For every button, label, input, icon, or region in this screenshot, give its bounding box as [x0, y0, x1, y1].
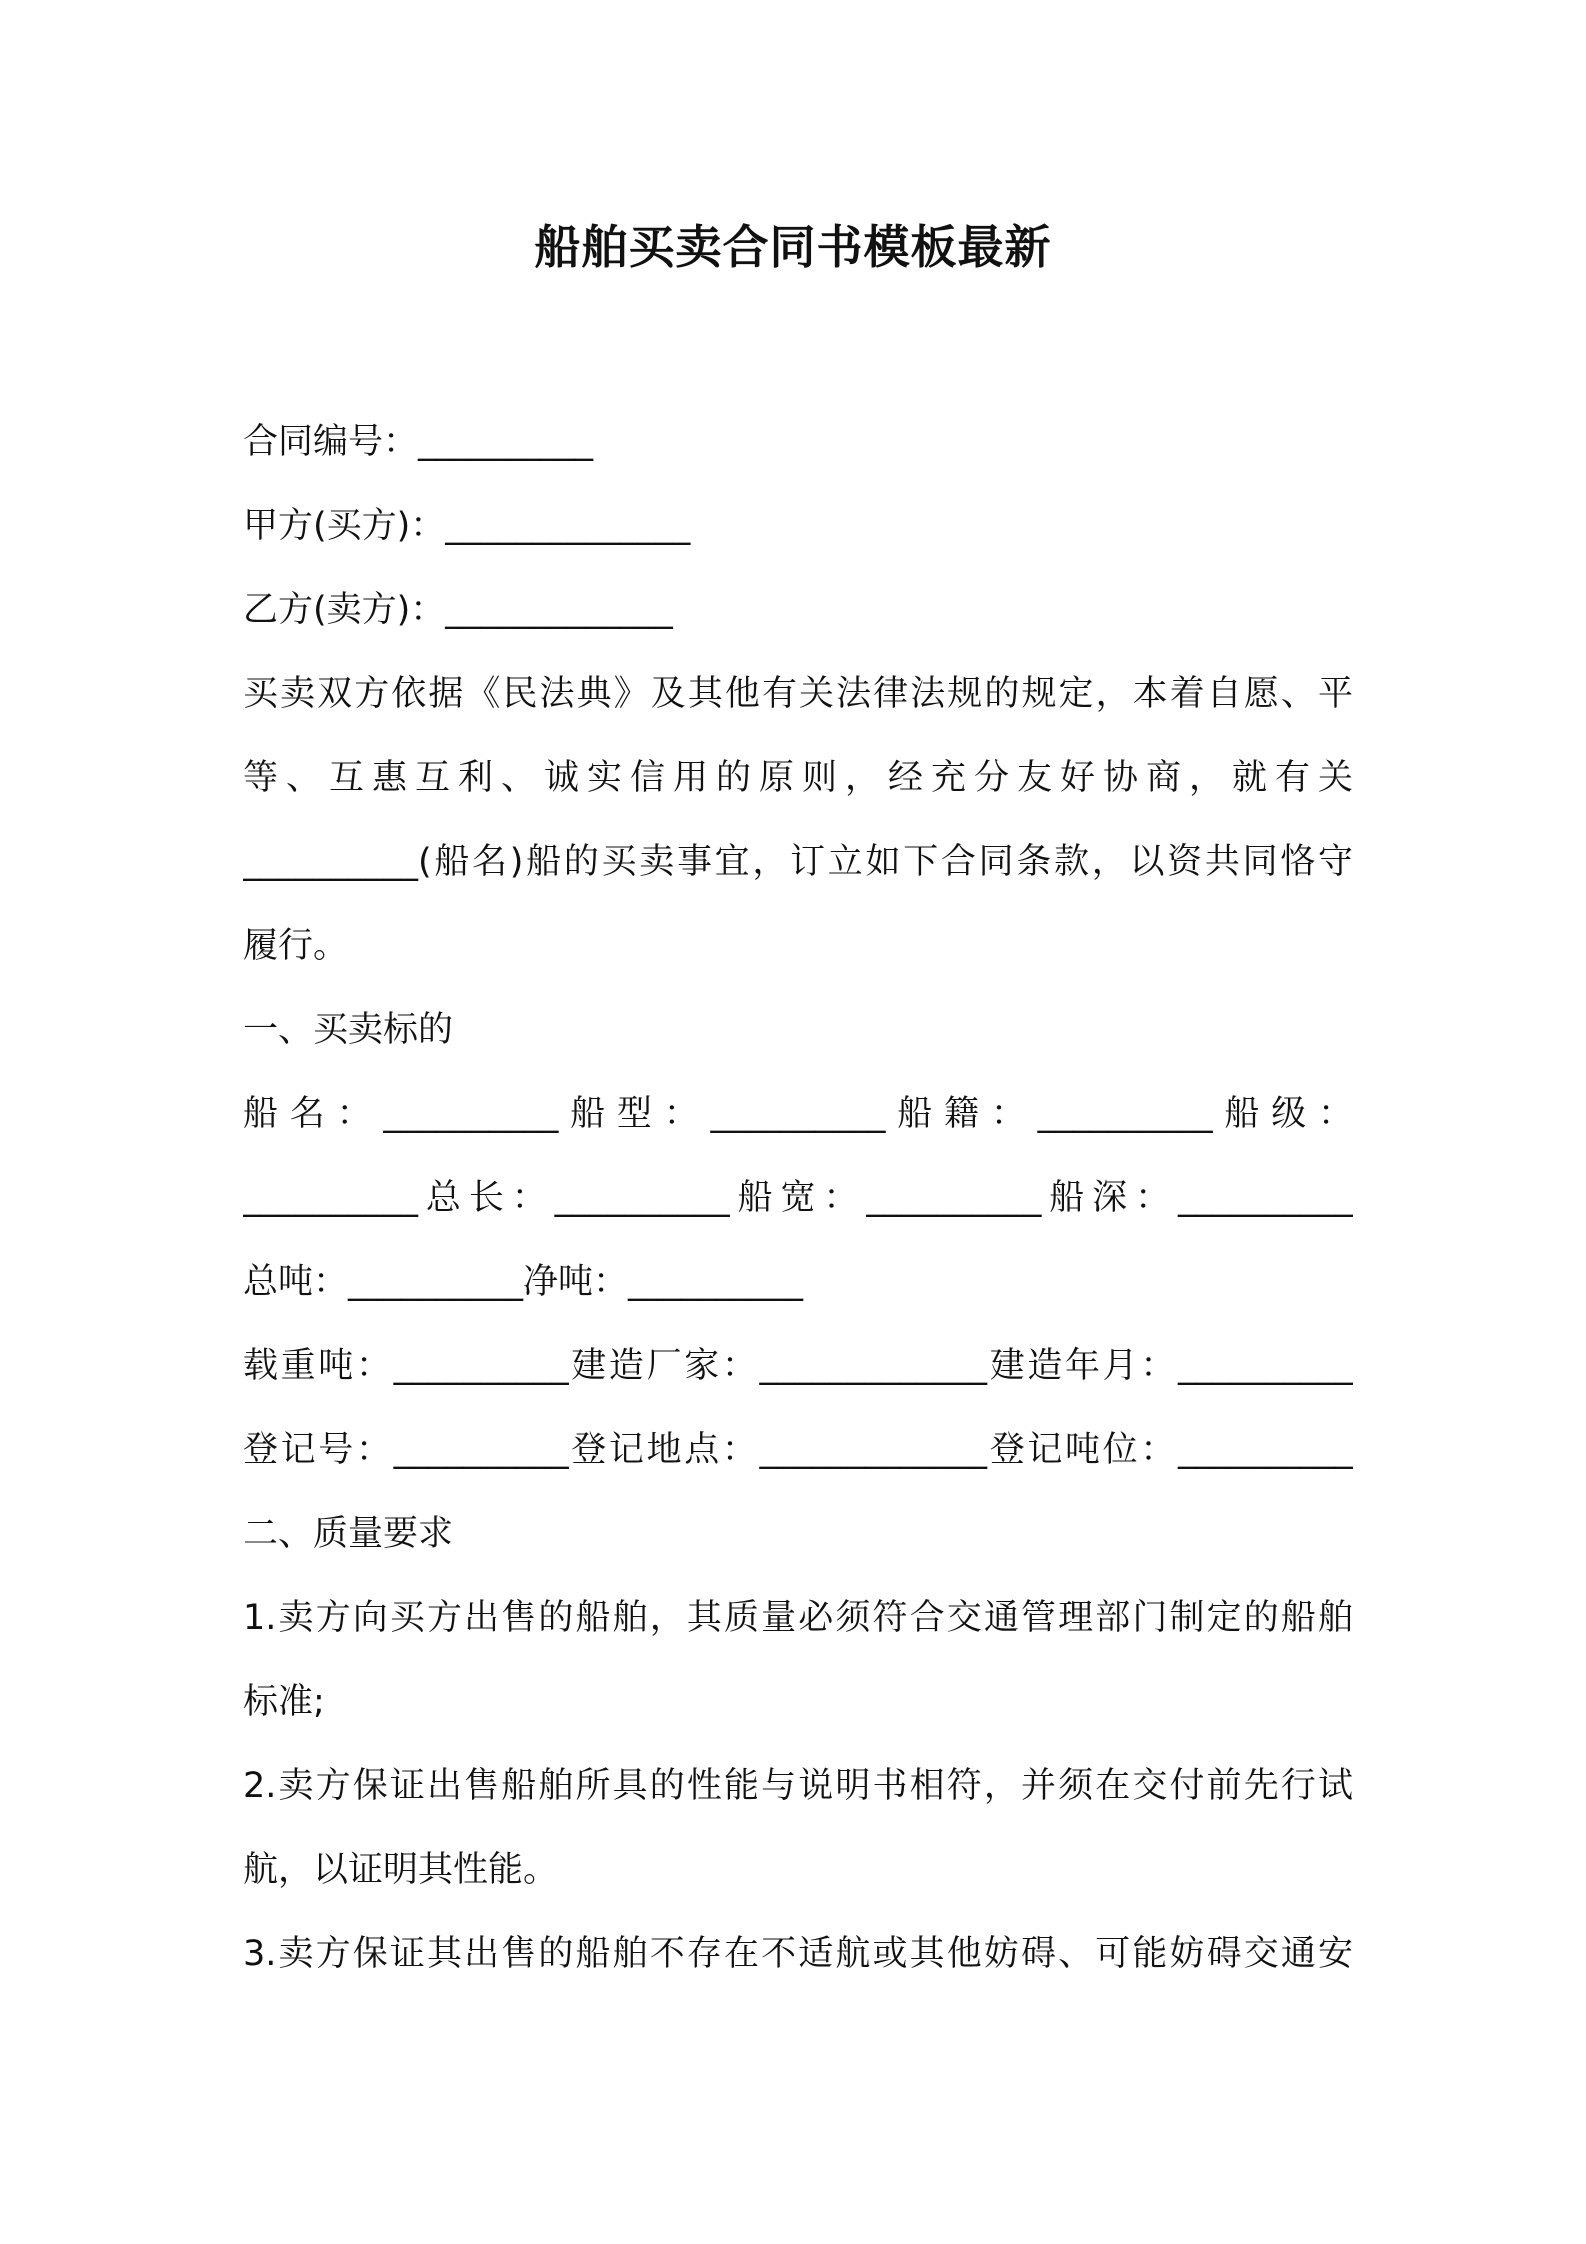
quality-item-1-line-2: 标准;	[243, 1682, 325, 1722]
preamble-line-2: 等、互惠互利、诚实信用的原则，经充分友好协商，就有关	[243, 758, 1353, 798]
party-b-line: 乙方(卖方)：_____________	[243, 590, 673, 630]
preamble-line-4: 履行。	[243, 926, 349, 966]
ship-info-line-4: 载重吨：__________建造厂家：_____________建造年月：__________	[243, 1346, 1353, 1386]
quality-item-1-line-1: 1.卖方向买方出售的船舶，其质量必须符合交通管理部门制定的船舶	[243, 1598, 1353, 1638]
ship-info-line-3: 总吨：__________净吨：__________	[243, 1262, 804, 1302]
party-a-line: 甲方(买方)：______________	[243, 506, 691, 546]
ship-info-line-1: 船名：__________船型：__________船籍：__________船级：	[243, 1094, 1353, 1134]
section-heading-1: 一、买卖标的	[243, 1010, 454, 1050]
quality-item-2-line-1: 2.卖方保证出售船舶所具的性能与说明书相符，并须在交付前先行试	[243, 1766, 1353, 1806]
quality-item-3-line-1: 3.卖方保证其出售的船舶不存在不适航或其他妨碍、可能妨碍交通安	[243, 1934, 1353, 1974]
quality-item-2-line-2: 航，以证明其性能。	[243, 1850, 559, 1890]
contract-number-line: 合同编号：__________	[243, 422, 594, 462]
section-heading-2: 二、质量要求	[243, 1514, 454, 1554]
preamble-line-1: 买卖双方依据《民法典》及其他有关法律法规的规定，本着自愿、平	[243, 674, 1353, 714]
document-body	[243, 400, 1353, 1996]
ship-info-line-5: 登记号：__________登记地点：_____________登记吨位：__________	[243, 1430, 1353, 1470]
ship-info-line-2: __________总长：__________船宽：__________船深：__________	[243, 1178, 1353, 1218]
preamble-line-3: __________(船名)船的买卖事宜，订立如下合同条款，以资共同恪守	[243, 842, 1353, 882]
document-title: 船舶买卖合同书模板最新	[534, 220, 1052, 274]
